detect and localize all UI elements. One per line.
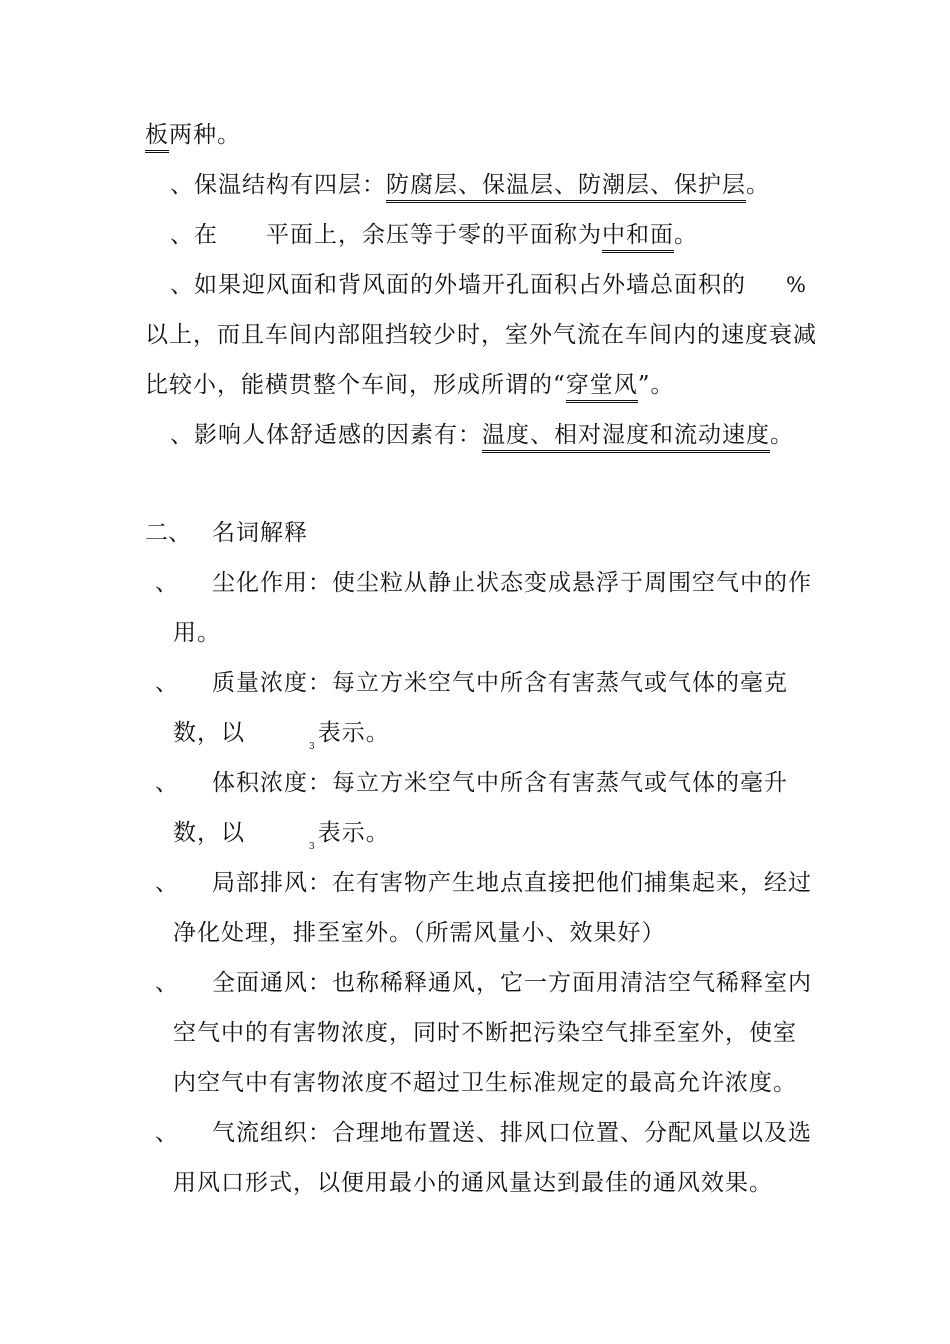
term-general-ventilation: 全面通风：也称稀释通风，它一方面用清洁空气稀释室内 [212,970,812,996]
underlined-answer: 防腐层、保温层、防潮层、保护层 [386,172,746,203]
line-1: 板两种。 [145,120,241,150]
term-local-exhaust-cont: 净化处理，排至室外。（所需风量小、效果好） [173,920,666,946]
term-volume-concentration: 体积浓度：每立方米空气中所含有害蒸气或气体的毫升 [212,770,788,796]
item-cross-ventilation-line-2: 以上，而且车间内部阻挡较少时，室外气流在车间内的速度衰减 [145,322,817,348]
term-general-ventilation-cont-1: 空气中的有害物浓度，同时不断把污染空气排至室外，使室 [173,1020,797,1046]
section-title: 名词解释 [212,520,308,546]
term-air-distribution: 气流组织：合理地布置送、排风口位置、分配风量以及选 [212,1120,812,1146]
term-mass-concentration-cont: 数，以$_3$表示。 [173,720,390,752]
underlined-answer: 板 [145,122,169,153]
underlined-answer: 温度、相对湿度和流动速度 [482,422,770,453]
superscript-3: 3 [309,742,316,752]
term-marker: 、 [155,1120,178,1146]
item-neutral-plane: 、在 平面上，余压等于零的平面称为中和面。 [170,220,698,250]
underlined-answer: 中和面 [602,222,674,253]
underlined-answer: 穿堂风 [566,372,638,403]
item-comfort-factors: 、影响人体舒适感的因素有：温度、相对湿度和流动速度。 [170,420,794,450]
term-marker: 、 [155,870,178,896]
term-air-distribution-cont: 用风口形式，以便用最小的通风量达到最佳的通风效果。 [173,1170,773,1196]
percent-sign: % [786,273,806,297]
term-marker: 、 [155,570,178,596]
term-dust-dispersion-cont: 用。 [173,620,221,646]
section-number: 二、 [145,520,191,546]
item-insulation-layers: 、保温结构有四层：防腐层、保温层、防潮层、保护层。 [170,170,770,200]
term-local-exhaust: 局部排风：在有害物产生地点直接把他们捕集起来，经过 [212,870,812,896]
superscript-3: 3 [309,842,316,852]
item-cross-ventilation-line-3: 比较小，能横贯整个车间，形成所谓的“穿堂风”。 [145,370,675,400]
term-dust-dispersion: 尘化作用：使尘粒从静止状态变成悬浮于周围空气中的作 [212,570,812,596]
term-marker: 、 [155,970,178,996]
term-mass-concentration: 质量浓度：每立方米空气中所含有害蒸气或气体的毫克 [212,670,788,696]
term-general-ventilation-cont-2: 内空气中有害物浓度不超过卫生标准规定的最高允许浓度。 [173,1070,797,1096]
term-marker: 、 [155,670,178,696]
term-marker: 、 [155,770,178,796]
term-volume-concentration-cont: 数，以$_3$表示。 [173,820,390,852]
item-cross-ventilation-line-1: 、如果迎风面和背风面的外墙开孔面积占外墙总面积的 [170,272,746,298]
